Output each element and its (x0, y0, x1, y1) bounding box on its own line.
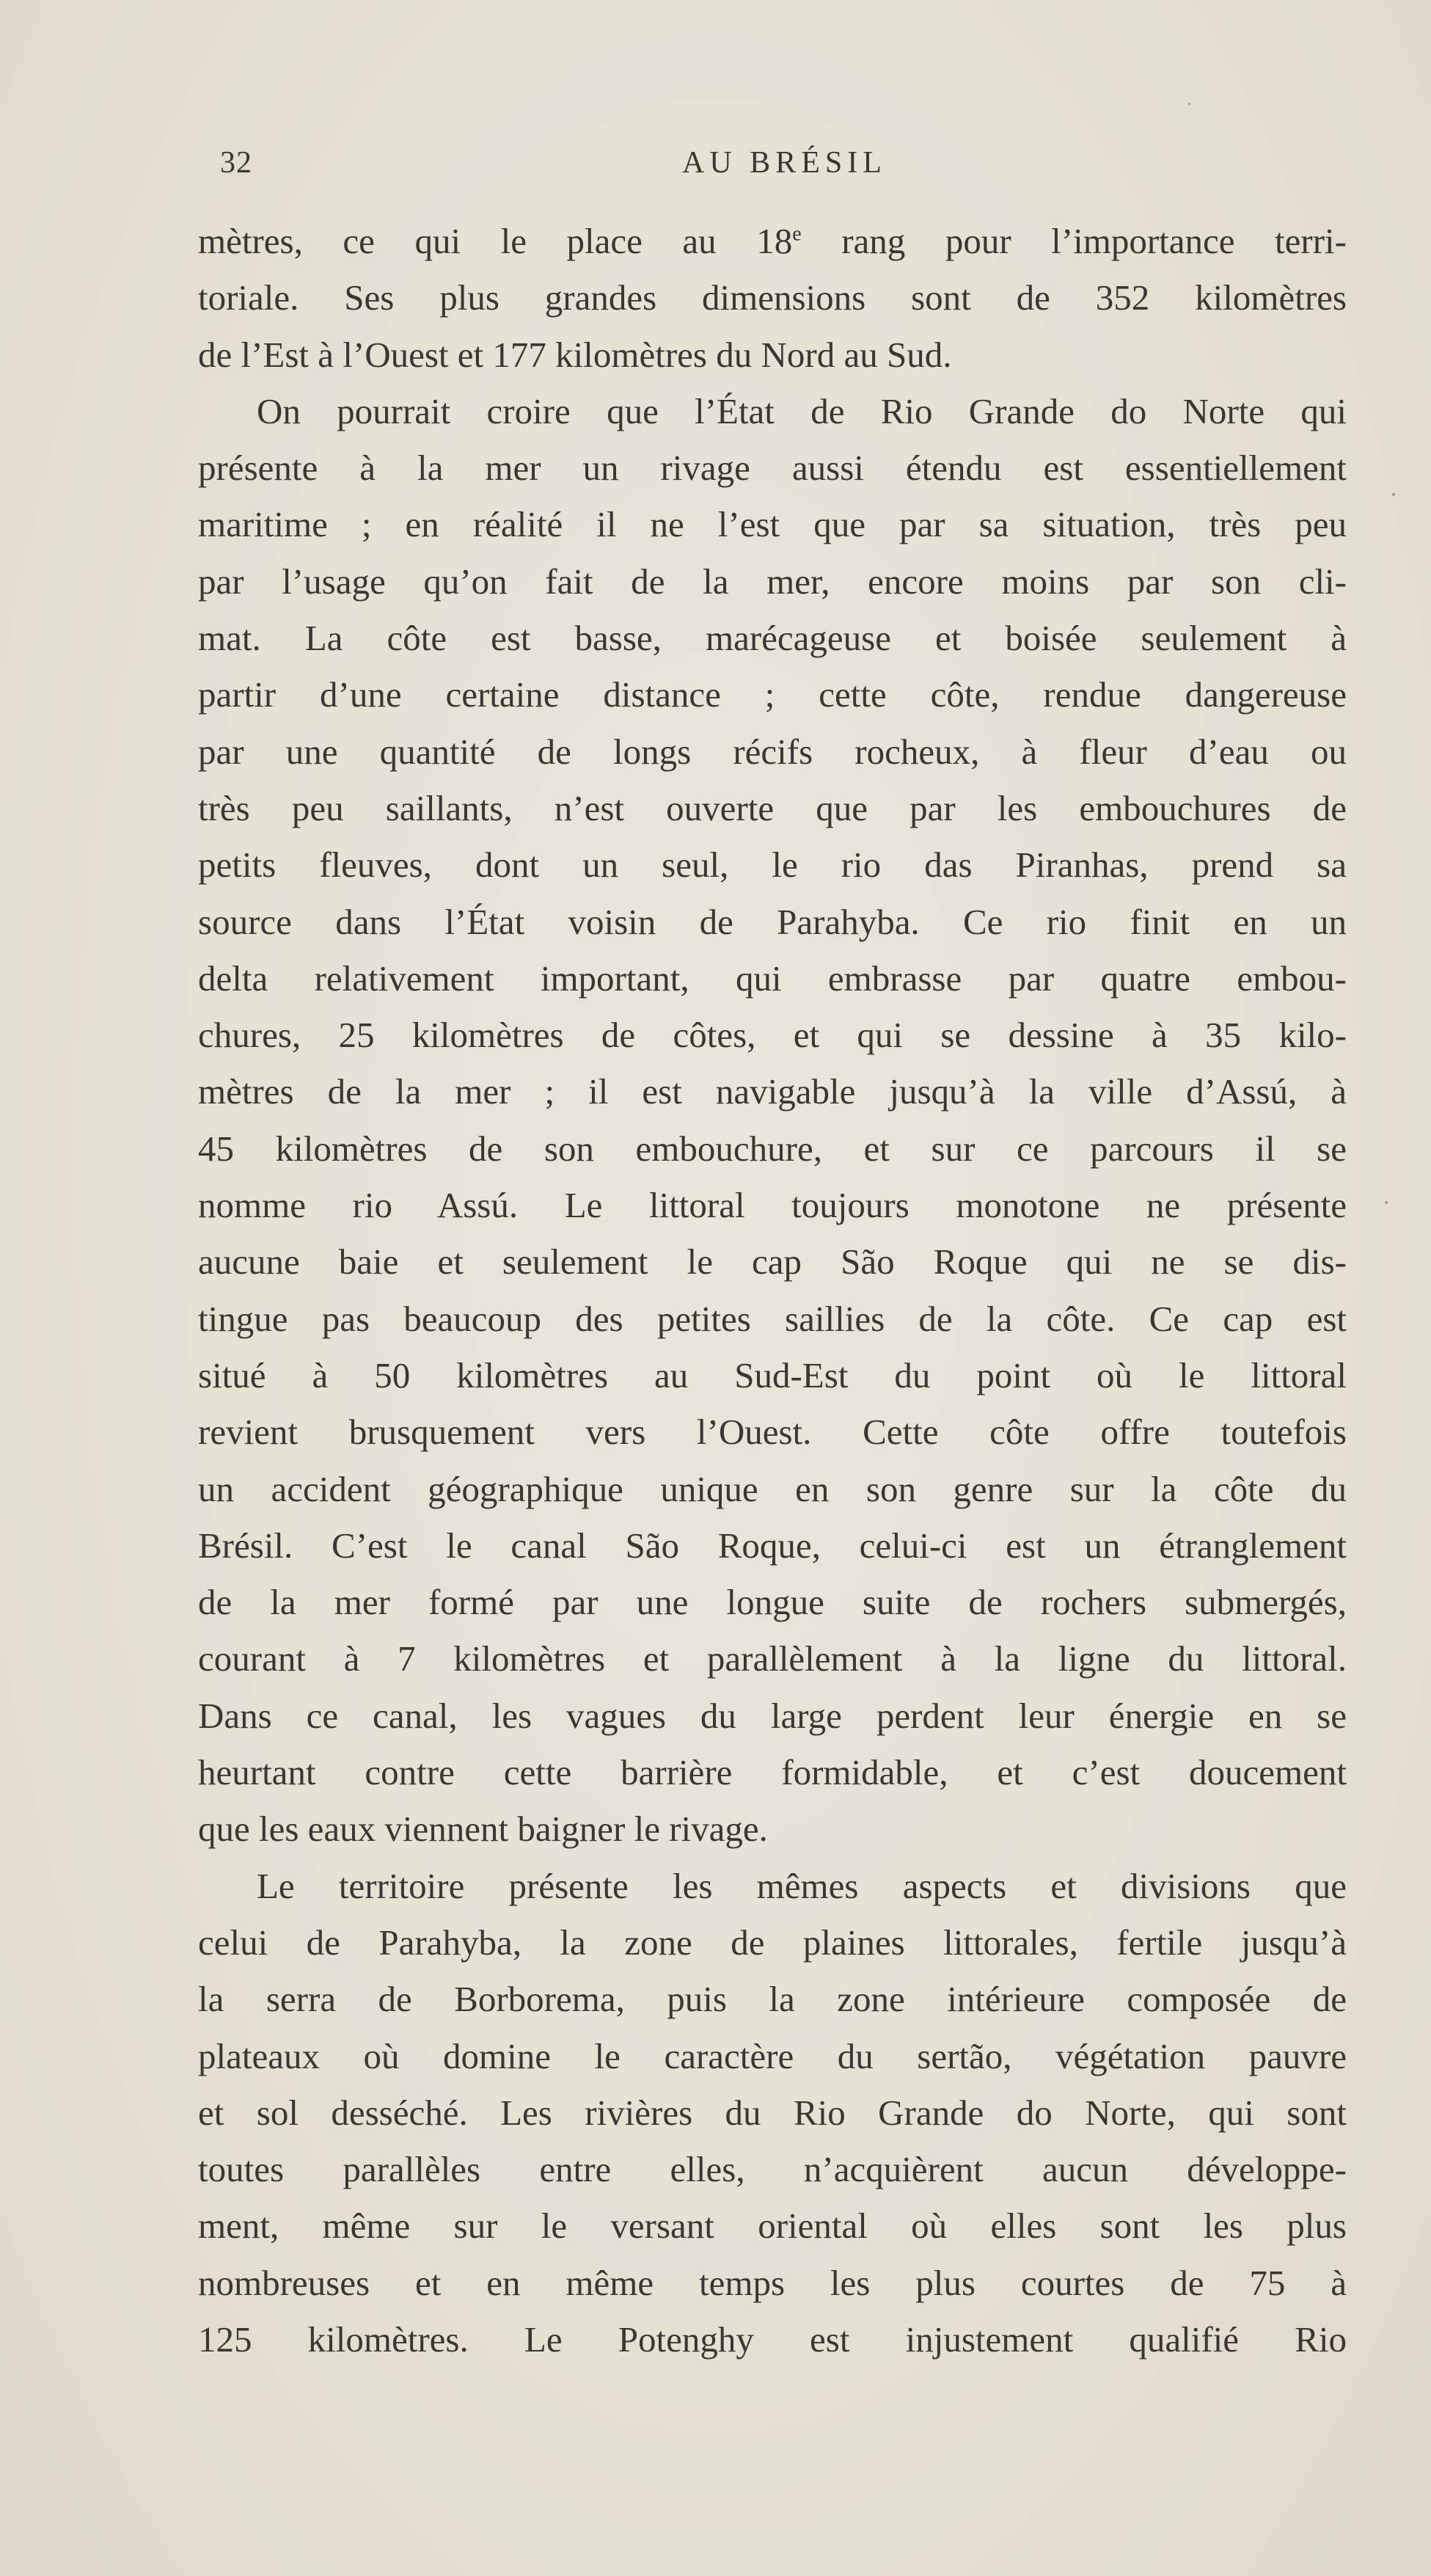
running-head (220, 145, 1353, 189)
text-line-19: aucune baie et seulement le cap São Roque qui ne se dis- (198, 1241, 1347, 1282)
text-line-1-tail: rang pour l’importance terri- (801, 221, 1347, 261)
text-line-1 (198, 213, 1347, 269)
paper-speck (1392, 493, 1395, 496)
text-line-29: que les eaux viennent baigner le rivage. (198, 1809, 768, 1850)
paper-speck (1385, 1201, 1388, 1204)
text-line-34: et sol desséché. Les rivières du Rio Grande do Norte, qui sont (198, 2092, 1347, 2133)
text-line-2: toriale. Ses plus grandes dimensions sont de 352 kilomètres (198, 277, 1347, 318)
text-line-12: petits fleuves, dont un seul, le rio das Piranhas, prend sa (198, 844, 1347, 886)
text-line-32: la serra de Borborema, puis la zone intérieure composée de (198, 1979, 1347, 2020)
text-line-6: maritime ; en réalité il ne l’est que par sa situation, très peu (198, 504, 1347, 545)
text-line-7: par l’usage qu’on fait de la mer, encore moins par son cli- (198, 561, 1347, 602)
text-line-33: plateaux où domine le caractère du sertão, végétation pauvre (198, 2035, 1347, 2076)
page-number: 32 (220, 146, 252, 180)
text-line-10: par une quantité de longs récifs rocheux, à fleur d’eau ou (198, 731, 1347, 772)
text-line-20: tingue pas beaucoup des petites saillies de la côte. Ce cap est (198, 1298, 1347, 1339)
text-line-23: un accident géographique unique en son genre sur la côte du (198, 1468, 1347, 1509)
paper-speck (1188, 103, 1190, 105)
text-line-31: celui de Parahyba, la zone de plaines littorales, fertile jusqu’à (198, 1922, 1347, 1963)
text-line-17: 45 kilomètres de son embouchure, et sur ce parcours il se (198, 1128, 1347, 1169)
text-line-30: Le territoire présente les mêmes aspects et divisions que (257, 1865, 1347, 1906)
text-line-36: ment, même sur le versant oriental où elles sont les plus (198, 2205, 1347, 2247)
text-line-8: mat. La côte est basse, marécageuse et boisée seulement à (198, 618, 1347, 659)
text-line-13: source dans l’État voisin de Parahyba. Ce rio finit en un (198, 901, 1347, 942)
text-line-28: heurtant contre cette barrière formidable, et c’est doucement (198, 1752, 1347, 1793)
text-line-24: Brésil. C’est le canal São Roque, celui-ci est un étranglement (198, 1525, 1347, 1566)
text-line-5: présente à la mer un rivage aussi étendu est essentiellement (198, 448, 1347, 489)
text-line-18: nomme rio Assú. Le littoral toujours monotone ne présente (198, 1185, 1347, 1226)
running-title: AU BRÉSIL (682, 146, 887, 180)
text-line-11: très peu saillants, n’est ouverte que par les embouchures de (198, 787, 1347, 828)
body-text (198, 213, 1347, 2368)
text-line-21: situé à 50 kilomètres au Sud-Est du point où le littoral (198, 1354, 1347, 1395)
text-line-25: de la mer formé par une longue suite de rochers submergés, (198, 1582, 1347, 1623)
text-line-26: courant à 7 kilomètres et parallèlement à la ligne du littoral. (198, 1638, 1347, 1679)
text-line-38: 125 kilomètres. Le Potenghy est injustement qualifié Rio (198, 2318, 1347, 2360)
text-line-35: toutes parallèles entre elles, n’acquièrent aucun développe- (198, 2149, 1347, 2190)
text-line-3: de l’Est à l’Ouest et 177 kilomètres du Nord au Sud. (198, 334, 952, 375)
text-line-4: On pourrait croire que l’État de Rio Grande do Norte qui (257, 390, 1347, 431)
text-line-14: delta relativement important, qui embrasse par quatre embou- (198, 957, 1347, 999)
text-line-15: chures, 25 kilomètres de côtes, et qui se dessine à 35 kilo- (198, 1015, 1347, 1056)
text-line-1-head: mètres, ce qui le place au 18 (198, 221, 793, 261)
text-line-27: Dans ce canal, les vagues du large perdent leur énergie en se (198, 1695, 1347, 1736)
text-line-9: partir d’une certaine distance ; cette côte, rendue dangereuse (198, 674, 1347, 715)
ordinal-superscript: e (792, 222, 802, 246)
text-line-37: nombreuses et en même temps les plus courtes de 75 à (198, 2262, 1347, 2303)
text-line-16: mètres de la mer ; il est navigable jusqu’à la ville d’Assú, à (198, 1071, 1347, 1112)
text-line-22: revient brusquement vers l’Ouest. Cette côte offre toutefois (198, 1412, 1347, 1453)
